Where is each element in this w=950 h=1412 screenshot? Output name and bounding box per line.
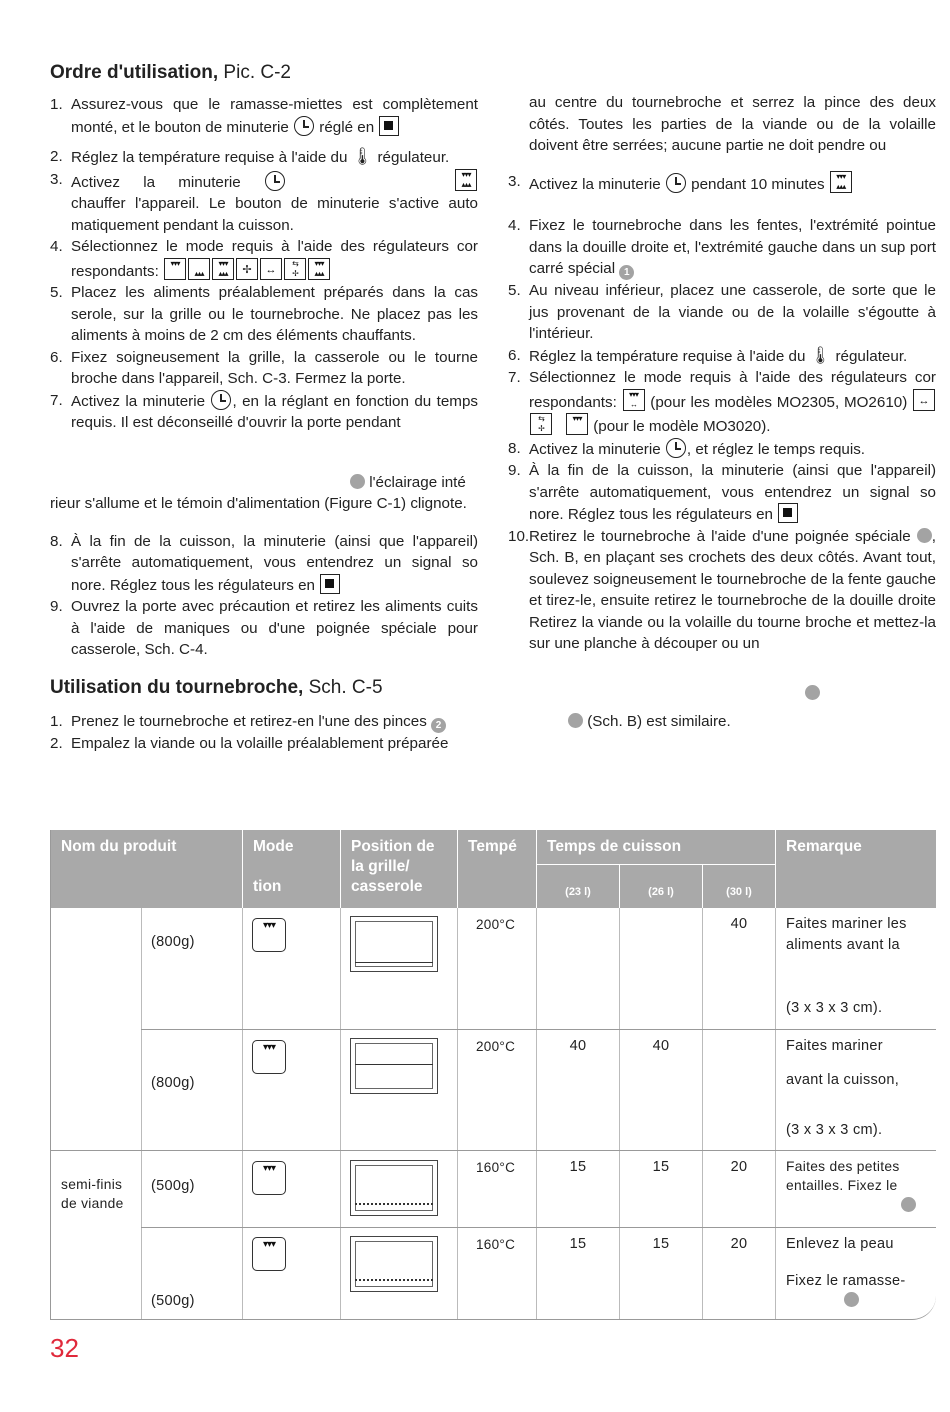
list-item: 9. Ouvrez la porte avec précaution et retirez les aliments cuits à l'aide de maniques ou d'une poignée spéciale pour casserole, Sch. C-4. <box>50 598 478 658</box>
right-column <box>508 92 936 732</box>
top-heat-icon: ▾▾▾ <box>566 413 588 435</box>
timer-icon <box>666 438 686 458</box>
usage-steps-end <box>50 531 478 661</box>
badge-1-icon: 1 <box>619 265 634 280</box>
header-size-30: (30 l) <box>703 865 775 908</box>
page-number: 32 <box>50 1333 79 1363</box>
cooking-table: Nom du produit Mode tion Position de la grille/ casserole Tempé Temps de cuisson (23 l) (26 l) (30 l) Remarque (800g) ▾▾▾ 200°C 40 Faites mariner les aliments avant la (3 x 3 x 3 cm). (800g) ▾▾▾ 200°C 40 40 Faites mariner avant la cuisson, (3 x 3 x 3 cm). semi-finis de viande (500g) ▾▾▾ 160°C 15 15 20 Faites des petites entailles. Fixez le (500g) ▾▾▾ 160°C 15 15 20 Enlevez la peau Fixez le ramasse- <box>50 830 936 1320</box>
header-position: Position de la grille/ casserole <box>341 830 457 908</box>
list-item: 3. Activez la minuterie ▾▾▾ ▴▴▴ chauffer l'appareil. Le bouton de minuterie s'active auto matiquement pendant la cuisson. <box>50 169 478 234</box>
left-column <box>50 60 478 754</box>
note-badge-icon <box>901 1197 916 1212</box>
rotisserie-icon: ↔ <box>913 389 935 411</box>
timer-icon <box>265 171 285 191</box>
header-product: Nom du produit <box>51 830 242 908</box>
list-item: 4. Fixez le tournebroche dans les fentes, l'extrémité pointue dans la douille droite et, l'extrémité gauche dans un sup port carré spécial 1 <box>508 217 936 278</box>
list-item: 7. Activez la minuterie , en la réglant en fonction du temps requis. Il est déconseillé d'ouvrir la porte pendant <box>50 391 478 431</box>
top-rotisserie-icon: ▾▾▾ ↔ <box>623 389 645 411</box>
list-item: 1. Assurez-vous que le ramasse-miettes est complètement monté, et le bouton de minuterie réglé en <box>50 96 478 136</box>
list-item: 9. À la fin de la cuisson, la minuterie (ainsi que l'appareil) s'arrête automatiquement, vous entendrez un signal so nore. Réglez tous les régulateurs en <box>508 462 936 523</box>
light-text: l'éclairage inté <box>369 473 466 491</box>
timer-icon <box>666 173 686 193</box>
off-square-icon <box>320 574 340 594</box>
header-temperature: Tempé <box>458 830 536 908</box>
usage-steps <box>50 94 478 434</box>
thermometer-icon: 🌡︎ <box>809 345 832 365</box>
off-square-icon <box>379 116 399 136</box>
header-cooking-time: Temps de cuisson <box>537 830 775 864</box>
list-item: 8. Activez la minuterie , et réglez le temps requis. <box>508 439 866 458</box>
list-item: 10. Retirez le tournebroche à l'aide d'une poignée spéciale , Sch. B, en plaçant ses crochets des deux côtés. Avant tout, soulevez soigneusement le tournebroche de la fente gauche et tirez-le, ensuite retirez le tournebroche de la douille droite Retirez la viande ou la volaille du tourne broche et mettez-la sur une planche à découper ou un <box>508 527 936 652</box>
rotisserie-steps <box>50 711 478 755</box>
light-text-continued: rieur s'allume et le témoin d'alimentation (Figure C-1) clignote. <box>50 495 467 512</box>
list-item: 1. Prenez le tournebroche et retirez-en l'une des pinces 2 <box>50 711 478 733</box>
rotisserie-steps-continued <box>508 171 936 655</box>
top-heat-icon: ▾▾▾ <box>164 258 186 280</box>
bottom-heat-icon: ▴▴▴ <box>188 258 210 280</box>
list-item: 3. Activez la minuterie pendant 10 minutes ▾▾▾ ▴▴▴ <box>508 171 936 196</box>
timer-icon <box>294 116 314 136</box>
top-bottom-rotisserie-icon: ▾▾▾ ▴▴▴ <box>308 258 330 280</box>
list-item: 6. Fixez soigneusement la grille, la casserole ou le tourne broche dans l'appareil, Sch. C-3. Fermez la porte. <box>50 348 478 387</box>
header-mode: Mode tion <box>243 830 340 908</box>
fan-rotisserie-icon: ⇆ ✢ <box>530 413 552 435</box>
top-bottom-heat-icon: ▾▾▾ ▴▴▴ <box>830 171 852 193</box>
top-bottom-heat-icon: ▾▾▾ <box>252 918 286 952</box>
list-item: 6. Réglez la température requise à l'aide du 🌡︎ régulateur. <box>508 345 908 365</box>
handle-badge-icon <box>917 528 932 543</box>
section-heading-usage-order: Ordre d'utilisation, Pic. C-2 <box>50 62 292 83</box>
top-bottom-heat-icon: ▾▾▾ <box>252 1040 286 1074</box>
list-item: 4. Sélectionnez le mode requis à l'aide des régulateurs cor respondants: ▾▾▾ ▴▴▴ ▾▾▾ ▴▴▴ ✢ ↔ ⇆ ✢ ▾▾▾ ▴▴▴ <box>50 238 478 280</box>
rack-position-icon <box>350 1160 438 1216</box>
list-item: 5. Au niveau inférieur, placez une casserole, de sorte que le jus provenant de la viande ou de la volaille s'égoutte à l'intérieur. <box>508 282 936 342</box>
note-badge-icon <box>805 685 820 700</box>
header-size-23: (23 l) <box>537 865 619 908</box>
off-square-icon <box>778 503 798 523</box>
rack-position-icon <box>350 916 438 972</box>
list-item: 8. À la fin de la cuisson, la minuterie (ainsi que l'appareil) s'arrête automatiquement, vous entendrez un signal so nore. Réglez tous les régulateurs en <box>50 532 478 594</box>
section-heading-rotisserie: Utilisation du tournebroche, Sch. C-5 <box>50 676 383 698</box>
note-badge-icon <box>844 1292 859 1307</box>
fan-rotisserie-icon: ⇆ ✢ <box>284 258 306 280</box>
rotisserie-icon: ↔ <box>260 258 282 280</box>
list-item: 5. Placez les aliments préalablement préparés dans la cas serole, sur la grille ou le tournebroche. Ne placez pas les aliments à moins de 2 cm des éléments chauffants. <box>50 284 478 344</box>
list-item: 2. Réglez la température requise à l'aide du 🌡︎ régulateur. <box>50 147 450 166</box>
rack-position-icon <box>350 1038 438 1094</box>
list-item: 7. Sélectionnez le mode requis à l'aide des régulateurs cor respondants: ▾▾▾ ↔ (pour les modèles MO2305, MO2610) ↔ ⇆ ✢ ▾▾▾ (pour le modèle MO3020). <box>508 369 936 435</box>
schb-text: (Sch. B) est similaire. <box>587 712 731 730</box>
timer-icon <box>211 390 231 410</box>
list-item: 2. Empalez la viande ou la volaille préalablement préparée <box>50 734 449 752</box>
fan-icon: ✢ <box>236 258 258 280</box>
top-bottom-heat-icon: ▾▾▾ <box>252 1161 286 1195</box>
continued-text: au centre du tournebroche et serrez la pince des deux côtés. Toutes les parties de la viande ou de la volaille doivent être serrées; aucune partie ne doit pendre ou <box>529 94 936 154</box>
rack-position-icon <box>350 1236 438 1292</box>
top-bottom-heat-icon: ▾▾▾ <box>252 1237 286 1271</box>
top-bottom-heat-icon: ▾▾▾ ▴▴▴ <box>212 258 234 280</box>
note-badge-icon <box>568 713 583 728</box>
header-size-26: (26 l) <box>620 865 702 908</box>
thermometer-icon: 🌡︎ <box>351 147 374 166</box>
header-remark: Remarque <box>776 830 936 908</box>
badge-2-icon: 2 <box>431 718 446 733</box>
note-badge-icon <box>350 474 365 489</box>
top-bottom-heat-icon: ▾▾▾ ▴▴▴ <box>455 169 477 191</box>
